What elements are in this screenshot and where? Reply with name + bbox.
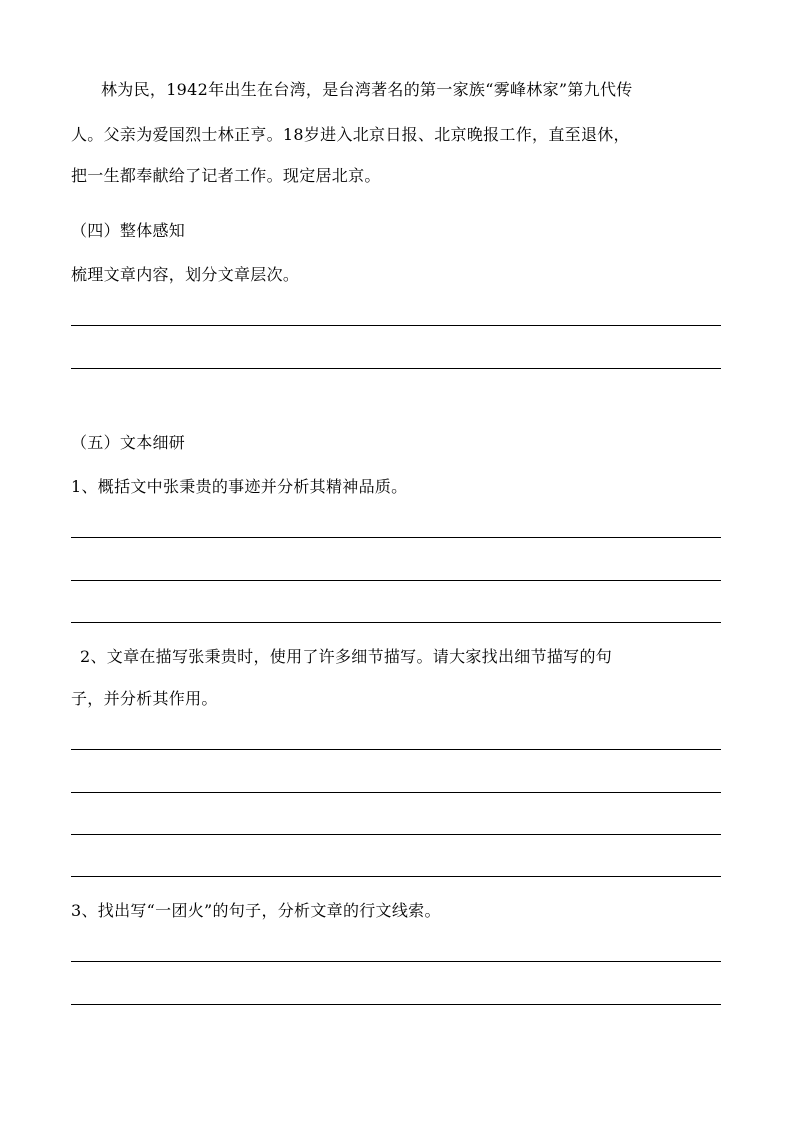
section-4-task: 梳理文章内容，划分文章层次。: [71, 265, 300, 284]
answer-line[interactable]: [71, 792, 721, 793]
answer-line[interactable]: [71, 622, 721, 623]
question-2-line-1: 2、文章在描写张秉贵时，使用了许多细节描写。请大家找出细节描写的句: [80, 647, 613, 666]
answer-line[interactable]: [71, 749, 721, 750]
answer-line[interactable]: [71, 1004, 721, 1005]
answer-line[interactable]: [71, 537, 721, 538]
question-2-line-2: 子，并分析其作用。: [71, 689, 218, 708]
bio-line-1: 林为民，1942年出生在台湾，是台湾著名的第一家族“雾峰林家”第九代传: [101, 80, 633, 99]
answer-line[interactable]: [71, 325, 721, 326]
bio-line-2: 人。父亲为爱国烈士林正亨。18岁进入北京日报、北京晚报工作，直至退休，: [71, 125, 630, 144]
question-1: 1、概括文中张秉贵的事迹并分析其精神品质。: [71, 477, 408, 496]
question-3: 3、找出写“一团火”的句子，分析文章的行文线索。: [71, 901, 441, 920]
answer-line[interactable]: [71, 876, 721, 877]
answer-line[interactable]: [71, 961, 721, 962]
answer-line[interactable]: [71, 580, 721, 581]
answer-line[interactable]: [71, 368, 721, 369]
bio-line-3: 把一生都奉献给了记者工作。现定居北京。: [71, 166, 381, 185]
answer-line[interactable]: [71, 834, 721, 835]
section-4-heading: （四）整体感知: [71, 221, 186, 240]
section-5-heading: （五）文本细研: [71, 433, 186, 452]
